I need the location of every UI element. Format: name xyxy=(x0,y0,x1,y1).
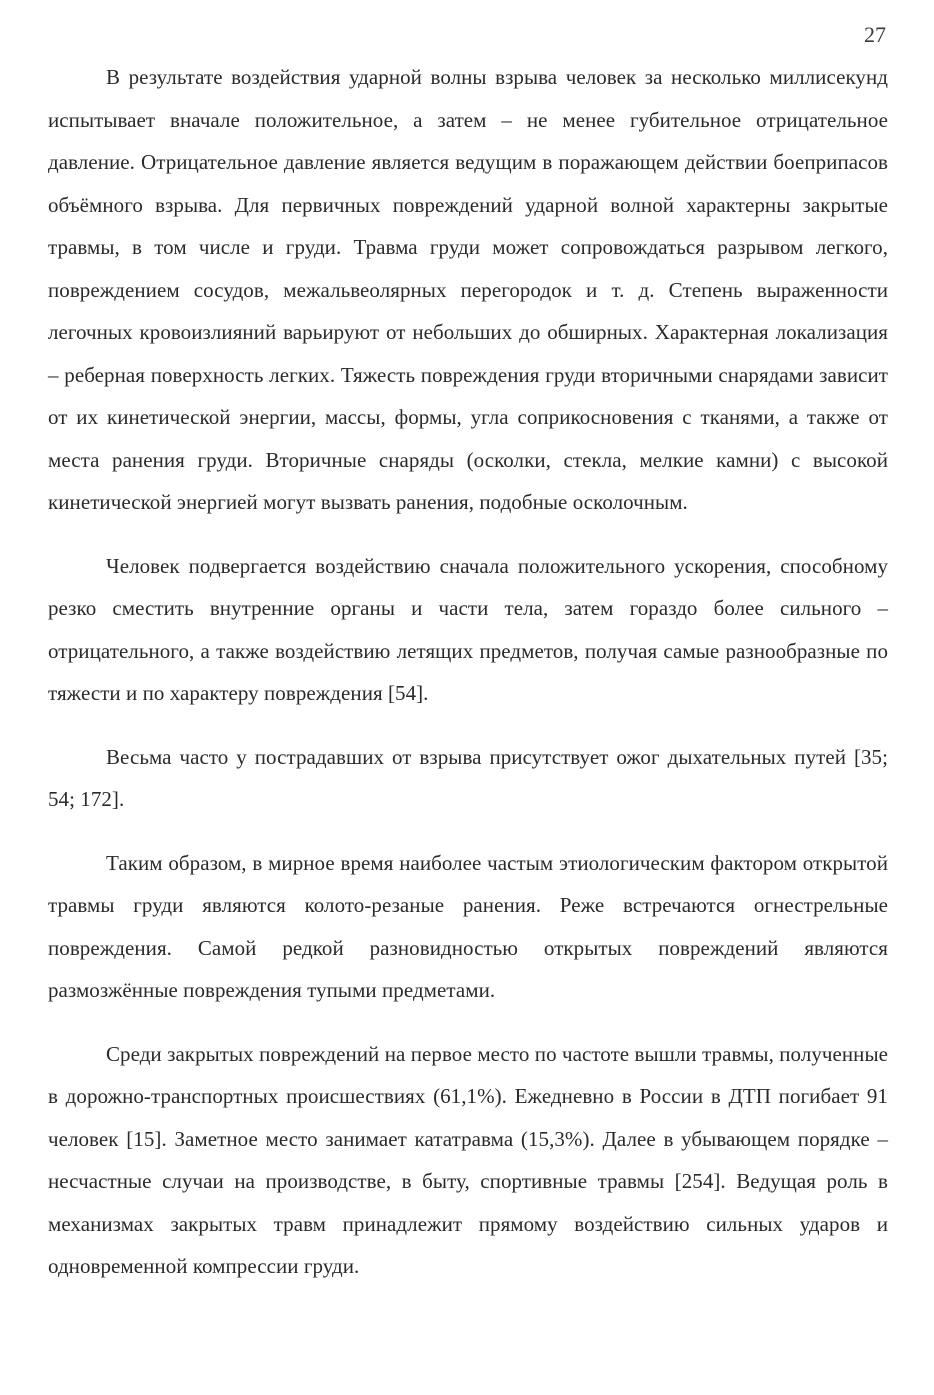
paragraph-acceleration: Человек подвергается воздействию сначала положительного ускорения, способному резко сместить внутренние органы и части тела, затем гораздо более сильного – отрицательного, а также воздействию летящих предметов, получая самые разнообразные по тяжести и по характеру повреждения [54]. xyxy=(48,553,888,705)
page-number: 27 xyxy=(864,22,886,47)
paragraph-closed-trauma: Среди закрытых повреждений на первое место по частоте вышли травмы, полученные в дорожно-транспортных происшествиях (61,1%). Ежедневно в России в ДТП погибает 91 человек [15]. Заметное место занимает кататравма (15,3%). Далее в убывающем порядке – несчастные случаи на производстве, в быту, спортивные травмы [254]. Ведущая роль в механизмах закрытых травм принадлежит прямому воздействию сильных ударов и одновременной компрессии груди. xyxy=(48,1041,888,1278)
page-body xyxy=(48,56,888,1309)
paragraph-open-trauma: Таким образом, в мирное время наиболее частым этиологическим фактором открытой травмы груди являются колото-резаные ранения. Реже встречаются огнестрельные повреждения. Самой редкой разновидностью открытых повреждений являются размозжённые повреждения тупыми предметами. xyxy=(48,850,888,1002)
paragraph-airway-burn: Весьма часто у пострадавших от взрыва присутствует ожог дыхательных путей [35; 54; 172]. xyxy=(48,744,888,811)
paragraph-blast-wave: В результате воздействия ударной волны взрыва человек за несколько миллисекунд испытывает вначале положительное, а затем – не менее губительное отрицательное давление. Отрицательное давление является ведущим в поражающем действии боеприпасов объёмного взрыва. Для первичных повреждений ударной волной характерны закрытые травмы, в том числе и груди. Травма груди может сопровождаться разрывом легкого, повреждением сосудов, межальвеолярных перегородок и т. д. Степень выраженности легочных кровоизлияний варьируют от небольших до обширных. Характерная локализация – реберная поверхность легких. Тяжесть повреждения груди вторичными снарядами зависит от их кинетической энергии, массы, формы, угла соприкосновения с тканями, а также от места ранения груди. Вторичные снаряды (осколки, стекла, мелкие камни) с высокой кинетической энергией могут вызвать ранения, подобные осколочным. xyxy=(48,65,888,514)
